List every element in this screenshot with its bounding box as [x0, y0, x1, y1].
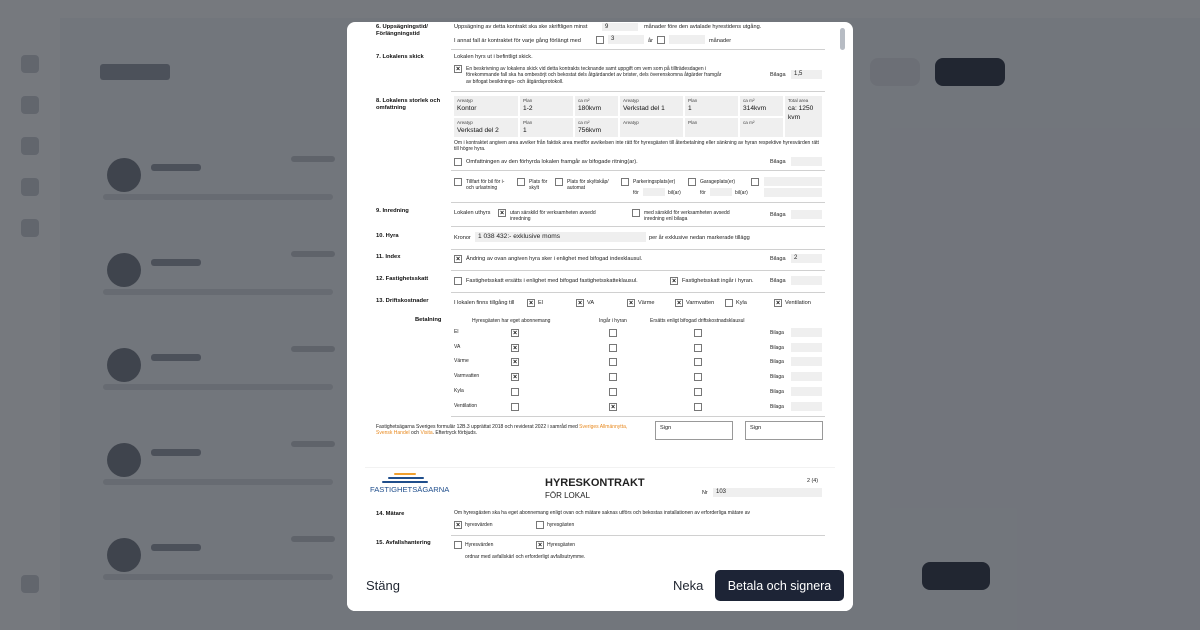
- s15-opt1-checkbox[interactable]: [454, 541, 462, 549]
- s8-p6-checkbox[interactable]: [751, 178, 759, 186]
- s9-opt1-checkbox[interactable]: ×: [499, 210, 505, 217]
- page-number: 2 (4): [807, 478, 819, 484]
- s7-checkbox[interactable]: ×: [455, 66, 461, 73]
- s13-row-label: Ventilation: [454, 403, 478, 409]
- section-9-label: 9. Inredning: [376, 208, 409, 214]
- s13-row-incl-checkbox[interactable]: ×: [610, 404, 616, 411]
- s8-scope-text: Omfattningen av den förhyrda lokalen framgår av bifogade ritning(ar).: [466, 159, 638, 165]
- divider: [451, 170, 825, 171]
- footer-note-link-visita[interactable]: Visita: [420, 430, 433, 437]
- s13-row-bilaga-field[interactable]: [791, 328, 822, 337]
- form-footer-note: [376, 424, 641, 437]
- field-label: Plan: [688, 98, 698, 103]
- field-label: Plan: [523, 120, 533, 125]
- s13-col1-header: Hyresgästen har eget abonnemang: [472, 318, 551, 324]
- contract-title: HYRESKONTRAKT: [545, 477, 645, 489]
- logo-bar-top: [394, 473, 416, 475]
- s14-opt2-checkbox[interactable]: [536, 521, 544, 529]
- s13-el-checkbox[interactable]: ×: [528, 300, 534, 307]
- s13-row-clause-checkbox[interactable]: [694, 329, 702, 337]
- s12-opt1-text: Fastighetsskatt ersätts i enlighet med bifogad fastighetsskatteklausul.: [466, 278, 638, 284]
- s13-el-text: El: [538, 300, 543, 306]
- s6-text-suffix: månader före den avtalade hyrestidens utgång.: [644, 24, 762, 30]
- s9-bilaga-field[interactable]: [791, 210, 822, 219]
- s6-months-field[interactable]: [602, 23, 638, 31]
- s8-p3-checkbox[interactable]: [555, 178, 563, 186]
- s13-row-bilaga-label: Bilaga: [770, 345, 784, 351]
- s13-row-bilaga-label: Bilaga: [770, 374, 784, 380]
- s6-checkbox-2[interactable]: [657, 36, 665, 44]
- contract-subtitle: FÖR LOKAL: [545, 491, 590, 500]
- footer-note-text: Fastighetsägarna Sveriges formulär 12B.3 upprättat 2018 och reviderat 2022 i samråd med: [376, 424, 580, 430]
- field-label: Areatyp: [457, 98, 473, 103]
- s11-bilaga-value: 2: [794, 255, 798, 261]
- s8-p1-checkbox[interactable]: [454, 178, 462, 186]
- section-14-label: 14. Mätare: [376, 511, 405, 517]
- s8-p5-field[interactable]: [710, 188, 732, 196]
- field-label: Areatyp: [623, 120, 639, 125]
- footer-note-and: och: [409, 430, 421, 437]
- s15-text: ordnar med avfallskärl och erforderligt avfallsutrymme.: [465, 554, 586, 560]
- s13-varmvatten-text: Varmvatten: [686, 300, 715, 306]
- s6-text-2: I annat fall är kontraktet för varje gång förlängt med: [454, 38, 581, 44]
- s8-p2-checkbox[interactable]: [517, 178, 525, 186]
- s8-plan-field[interactable]: [685, 96, 738, 116]
- s6-checkbox[interactable]: [596, 36, 604, 44]
- modal-footer: [347, 563, 853, 611]
- s13-row-clause-checkbox[interactable]: [694, 373, 702, 381]
- divider: [451, 91, 825, 92]
- s6-years-value: 3: [611, 36, 615, 42]
- field-label: ca m²: [578, 98, 590, 103]
- nr-label: Nr: [702, 490, 708, 496]
- s13-varme-checkbox[interactable]: ×: [628, 300, 634, 307]
- s14-opt1-checkbox[interactable]: ×: [455, 522, 461, 529]
- s12-opt2-text: Fastighetsskatt ingår i hyran.: [682, 278, 754, 284]
- s7-bilaga-value: 1,5: [794, 71, 803, 77]
- s13-row-incl-checkbox[interactable]: [609, 344, 617, 352]
- s8-p5-checkbox[interactable]: [688, 178, 696, 186]
- contract-nr-field[interactable]: [713, 488, 822, 497]
- sign-field-b[interactable]: [745, 421, 823, 440]
- s15-opt2-text: Hyresgästen: [547, 542, 576, 548]
- s13-row-bilaga-label: Bilaga: [770, 330, 784, 336]
- s7-text: Lokalen hyrs ut i befintligt skick.: [454, 54, 533, 60]
- s13-row-bilaga-field[interactable]: [791, 343, 822, 352]
- pay-and-sign-button[interactable]: Betala och signera: [715, 570, 844, 601]
- s8-p3-text: Plats för skyltskåp/ automat: [567, 179, 609, 192]
- s7-bilaga-field[interactable]: [791, 70, 822, 79]
- s13-kyla-text: Kyla: [736, 300, 747, 306]
- s13-row-clause-checkbox[interactable]: [694, 388, 702, 396]
- s6-months-value: 9: [605, 24, 609, 30]
- s8-p4-text: Parkeringsplats(er): [633, 179, 676, 185]
- field-value: Kontor: [457, 105, 477, 112]
- s12-bilaga-label: Bilaga: [770, 278, 786, 284]
- s9-opt1-text: utan särskild för verksamheten avsedd inredning: [510, 210, 596, 223]
- s13-kyla-checkbox[interactable]: [725, 299, 733, 307]
- s8-area-field[interactable]: [454, 96, 518, 116]
- s13-row-own-checkbox[interactable]: ×: [512, 374, 518, 381]
- s8-size-field[interactable]: [575, 118, 618, 137]
- s13-row-clause-checkbox[interactable]: [694, 403, 702, 411]
- field-value: ca: 1250 kvm: [788, 105, 814, 121]
- s15-opt1-text: Hyresvärden: [465, 542, 494, 548]
- s8-plan-field[interactable]: [520, 118, 573, 137]
- fastighetsagarna-logo: [370, 472, 450, 494]
- s8-p6-field-2[interactable]: [764, 188, 822, 197]
- s14-text: Om hyresgästen ska ha eget abonnemang enligt ovan och mätare saknas utförs och bekostas installationen av erforderliga mätare av: [454, 510, 751, 516]
- s8-plan-field[interactable]: [685, 118, 738, 137]
- s9-opt2-text: med särskild för verksamheten avsedd inredning enl bilaga: [644, 210, 730, 223]
- s8-size-field[interactable]: [740, 96, 783, 116]
- footer-note-link[interactable]: Sveriges Allmännytta, Svensk Handel: [376, 424, 628, 437]
- s11-checkbox[interactable]: ×: [455, 256, 461, 263]
- decline-button[interactable]: Neka: [673, 578, 704, 593]
- s13-row-own-checkbox[interactable]: ×: [512, 359, 518, 366]
- s8-p2-text: Plats för skylt: [529, 179, 548, 192]
- s13-varmvatten-checkbox[interactable]: ×: [676, 300, 682, 307]
- s6-months-label: månader: [709, 38, 732, 44]
- s13-row-bilaga-field[interactable]: [791, 357, 822, 366]
- divider: [451, 292, 825, 293]
- s13-row-label: VA: [454, 344, 461, 350]
- s11-bilaga-label: Bilaga: [770, 256, 786, 262]
- s13-row-label: Kyla: [454, 388, 464, 394]
- scrollbar-thumb[interactable]: [840, 28, 845, 50]
- s8-area-field[interactable]: [620, 118, 683, 137]
- s13-col3-header: Ersätts enligt bifogad driftskostnadsklausul: [650, 318, 745, 324]
- field-label: Total area: [788, 98, 809, 103]
- section-6-label: 6. Uppsägningstid/ Förlängningstid: [376, 24, 428, 38]
- s15-opt2-checkbox[interactable]: ×: [537, 542, 543, 549]
- s8-area-field[interactable]: [454, 118, 518, 137]
- logo-bar-middle: [388, 477, 424, 479]
- section-15-label: 15. Avfallshantering: [376, 540, 431, 546]
- s14-opt1-text: hyresvärden: [465, 522, 493, 528]
- s13-row-incl-checkbox[interactable]: [609, 358, 617, 366]
- section-13-label: 13. Driftskostnader: [376, 298, 429, 304]
- s6-years-field[interactable]: [608, 35, 644, 44]
- s13-row-own-checkbox[interactable]: ×: [512, 345, 518, 352]
- divider: [451, 226, 825, 227]
- s10-rent-value: 1 038 432:- exklusive moms: [478, 233, 561, 240]
- divider: [451, 535, 825, 536]
- s8-p4-field[interactable]: [643, 188, 665, 196]
- s13-row-bilaga-field[interactable]: [791, 387, 822, 396]
- s8-plan-field[interactable]: [520, 96, 573, 116]
- close-button[interactable]: Stäng: [366, 578, 400, 593]
- s8-p5-bil: bil(ar): [735, 190, 748, 196]
- field-value: 1: [523, 127, 527, 134]
- s8-size-field[interactable]: [740, 118, 783, 137]
- s13-row-label: El: [454, 329, 459, 335]
- s8-p6-field[interactable]: [764, 177, 822, 186]
- s13-row-label: Varmvatten: [454, 373, 480, 379]
- sign-label: Sign: [750, 425, 762, 431]
- s9-opt2-checkbox[interactable]: [632, 209, 640, 217]
- divider: [451, 202, 825, 203]
- s10-kronor-label: Kronor: [454, 235, 471, 241]
- s7-bilaga-label: Bilaga: [770, 72, 786, 78]
- field-value: 314kvm: [743, 105, 767, 112]
- s11-bilaga-field[interactable]: [791, 254, 822, 263]
- section-10-label: 10. Hyra: [376, 233, 399, 239]
- s13-row-bilaga-field[interactable]: [791, 372, 822, 381]
- s13-va-checkbox[interactable]: ×: [577, 300, 583, 307]
- s10-rent-field[interactable]: [475, 232, 646, 242]
- s13-row-bilaga-label: Bilaga: [770, 359, 784, 365]
- field-value: 1: [688, 105, 692, 112]
- sign-field-a[interactable]: [655, 421, 733, 440]
- s6-months-field-2[interactable]: [669, 35, 705, 44]
- section-8-label: 8. Lokalens storlek och omfattning: [376, 98, 441, 112]
- s13-row-bilaga-label: Bilaga: [770, 389, 784, 395]
- s8-p4-checkbox[interactable]: [621, 178, 629, 186]
- footer-note-end: . Eftertryck förbjuds.: [432, 430, 478, 437]
- s13-row-bilaga-field[interactable]: [791, 402, 822, 411]
- page-separator: [365, 467, 835, 468]
- s8-size-field[interactable]: [575, 96, 618, 116]
- s13-row-own-checkbox[interactable]: [511, 388, 519, 396]
- field-value: Verkstad del 1: [623, 105, 665, 112]
- s12-opt2-checkbox[interactable]: ×: [671, 278, 677, 285]
- field-label: Areatyp: [623, 98, 639, 103]
- divider: [451, 270, 825, 271]
- field-value: 756kvm: [578, 127, 602, 134]
- section-12-label: 12. Fastighetsskatt: [376, 276, 429, 282]
- s9-intro: Lokalen uthyrs: [454, 210, 491, 216]
- s14-opt2-text: hyresgästen: [547, 522, 575, 528]
- s13-row-clause-checkbox[interactable]: [694, 344, 702, 352]
- s13-row-own-checkbox[interactable]: [511, 403, 519, 411]
- s13-col2-header: Ingår i hyran: [599, 318, 627, 324]
- s7-description: En beskrivning av lokalens skick vid detta kontrakts tecknande samt uppgift om vem som på tillträdesdagen i förekommande fall ska ha ombesörjt och bekostat dels åtgärdandet av brister, dels överenskomna åtgärder framgår av bifogat besiktnings- och åtgärdsprotokoll.: [466, 66, 722, 85]
- section-11-label: 11. Index: [376, 254, 401, 260]
- contract-modal: [347, 22, 853, 611]
- sign-label: Sign: [660, 425, 672, 431]
- field-label: ca m²: [578, 120, 590, 125]
- field-label: Plan: [688, 120, 698, 125]
- field-label: Plan: [523, 98, 533, 103]
- section-7-label: 7. Lokalens skick: [376, 54, 424, 60]
- s12-opt1-checkbox[interactable]: [454, 277, 462, 285]
- field-label: ca m²: [743, 120, 755, 125]
- field-value: 180kvm: [578, 105, 602, 112]
- s13-row-label: Värme: [454, 358, 469, 364]
- s12-bilaga-field[interactable]: [791, 276, 822, 285]
- s9-bilaga-label: Bilaga: [770, 212, 786, 218]
- s6-text: Uppsägning av detta kontrakt ska ske skriftligen minst: [454, 24, 588, 30]
- contract-nr-value: 103: [716, 489, 727, 495]
- s8-area-field[interactable]: [620, 96, 683, 116]
- logo-text: FASTIGHETSÄGARNA: [370, 485, 450, 494]
- s8-p4-bil: bil(ar): [668, 190, 681, 196]
- logo-bar-bottom: [382, 481, 428, 483]
- s13-row-incl-checkbox[interactable]: [609, 329, 617, 337]
- s13-row-incl-checkbox[interactable]: [609, 388, 617, 396]
- s13-ventilation-checkbox[interactable]: ×: [775, 300, 781, 307]
- divider: [451, 416, 825, 417]
- s8-p5-text: Garageplats(er): [700, 179, 736, 185]
- document-viewer[interactable]: [347, 22, 853, 563]
- s13-va-text: VA: [587, 300, 595, 306]
- divider: [451, 249, 825, 250]
- s8-scope-checkbox[interactable]: [454, 158, 462, 166]
- s11-text: Ändring av ovan angiven hyra sker i enlighet med bifogad indexklausul.: [466, 256, 643, 262]
- s13-ventilation-text: Ventilation: [785, 300, 811, 306]
- field-label: ca m²: [743, 98, 755, 103]
- s13-row-incl-checkbox[interactable]: [609, 373, 617, 381]
- s8-p1-text: Tillfart för bil för i- och urlastning: [466, 179, 505, 192]
- field-value: Verkstad del 2: [457, 127, 499, 134]
- s13-intro: I lokalen finns tillgång till: [454, 300, 515, 306]
- s8-bilaga-field[interactable]: [791, 157, 822, 166]
- s8-p4-for: för: [633, 190, 639, 196]
- divider: [451, 49, 825, 50]
- s13-row-own-checkbox[interactable]: ×: [512, 330, 518, 337]
- s8-p5-for: för: [700, 190, 706, 196]
- s13-varme-text: Värme: [638, 300, 655, 306]
- s6-years-label: år: [648, 38, 653, 44]
- field-value: 1-2: [523, 105, 533, 112]
- s10-suffix: per år exklusive nedan markerade tillägg: [649, 235, 750, 241]
- s8-note: Om i kontraktet angiven area avviker från faktisk area medför avvikelsen inte rätt för hyresgästen till återbetalning eller sänkning av hyran respektive hyresvärden rätt till högre hyra.: [454, 140, 819, 153]
- s13-row-bilaga-label: Bilaga: [770, 404, 784, 410]
- s8-total-area-field[interactable]: [785, 96, 822, 137]
- field-label: Areatyp: [457, 120, 473, 125]
- s13-row-clause-checkbox[interactable]: [694, 358, 702, 366]
- s8-bilaga-label: Bilaga: [770, 159, 786, 165]
- betalning-label: Betalning: [415, 317, 442, 323]
